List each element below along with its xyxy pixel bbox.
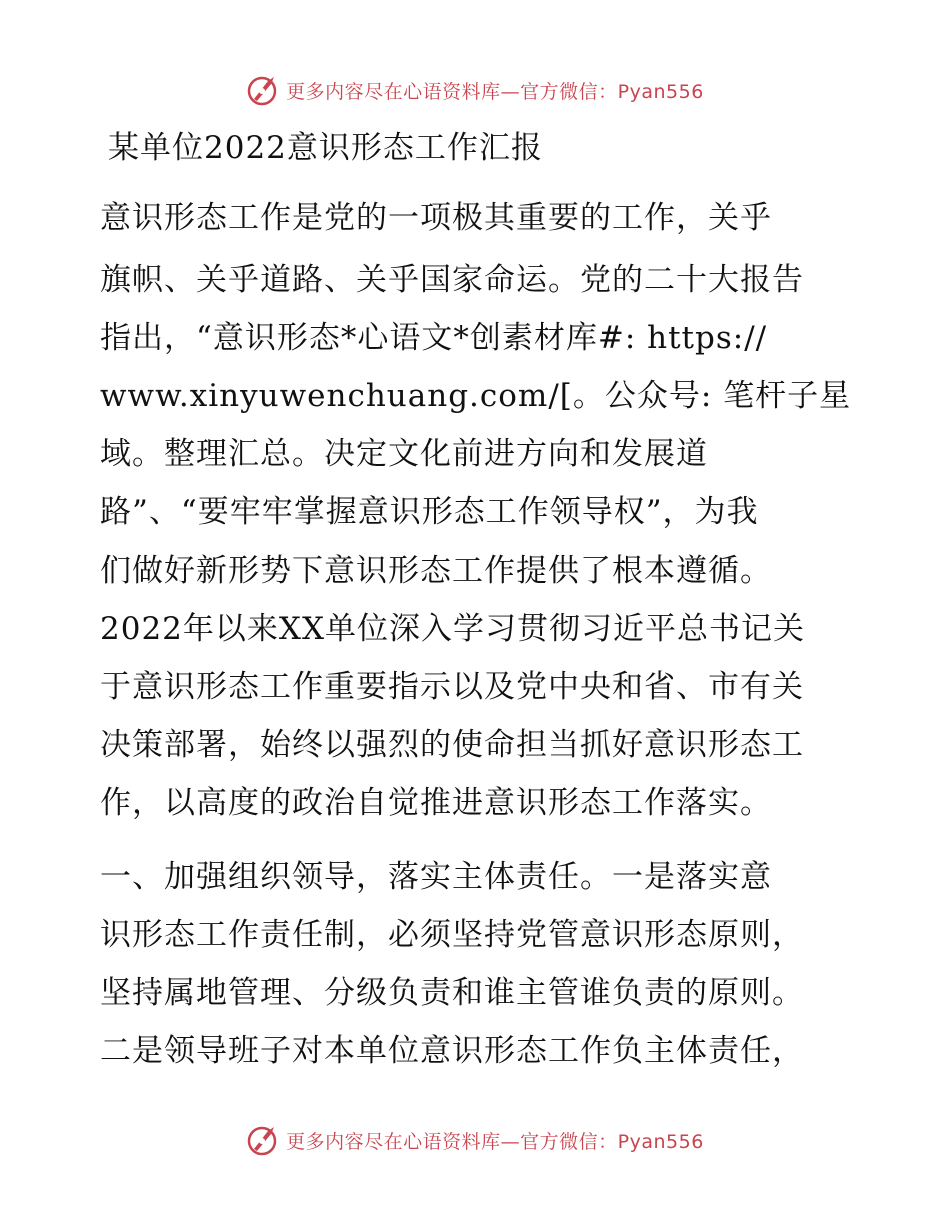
quill-logo-icon [246,73,280,107]
body-line: 们做好新形势下意识形态工作提供了根本遵循。 [100,553,772,589]
watermark-handle: Pyan556 [617,80,704,103]
watermark-handle: Pyan556 [617,1130,704,1153]
body-line: 指出，“意识形态*心语文*创素材库#: https:// [100,320,768,356]
body-line: 2022年以来XX单位深入学习贯彻习近平总书记关 [100,611,806,647]
watermark-text: 更多内容尽在心语资料库—官方微信：Pyan556 [286,80,704,103]
body-line: 坚持属地管理、分级负责和谁主管谁负责的原则。 [100,975,804,1011]
body-line: 决策部署，始终以强烈的使命担当抓好意识形态工 [100,727,804,763]
body-line: 域。整理汇总。决定文化前进方向和发展道 [100,436,708,472]
body-line: www.xinyuwenchuang.com/[。公众号: 笔杆子星 [100,378,852,414]
body-line: 作，以高度的政治自觉推进意识形态工作落实。 [100,785,772,821]
body-line: 二是领导班子对本单位意识形态工作负主体责任， [100,1033,804,1069]
document-title: 某单位2022意识形态工作汇报 [108,130,543,166]
quill-logo-icon [246,1123,280,1157]
watermark-text: 更多内容尽在心语资料库—官方微信：Pyan556 [286,1130,704,1153]
header-watermark [0,70,950,110]
footer-watermark [0,1120,950,1160]
body-line: 识形态工作责任制，必须坚持党管意识形态原则， [100,917,804,953]
body-line: 意识形态工作是党的一项极其重要的工作，关乎 [100,200,772,236]
body-line: 一、加强组织领导，落实主体责任。一是落实意 [100,859,772,895]
body-line: 旗帜、关乎道路、关乎国家命运。党的二十大报告 [100,262,804,298]
body-line: 于意识形态工作重要指示以及党中央和省、市有关 [100,669,804,705]
body-line: 路”、“要牢牢掌握意识形态工作领导权”，为我 [100,494,759,530]
